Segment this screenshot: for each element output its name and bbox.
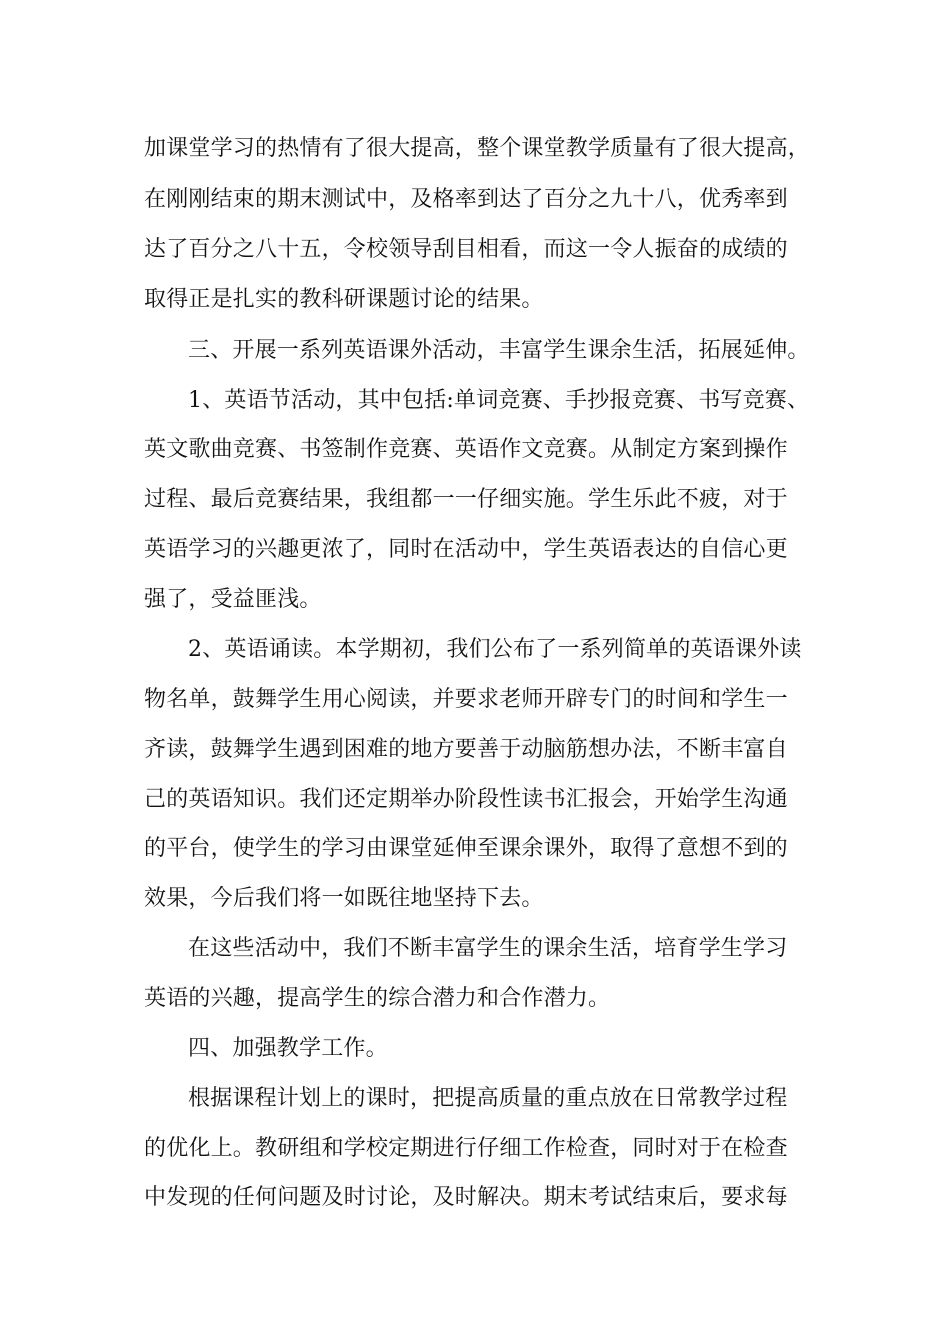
section-heading: 三、开展一系列英语课外活动，丰富学生课余生活，拓展延伸。 bbox=[188, 338, 810, 363]
text-line: 英文歌曲竞赛、书签制作竞赛、英语作文竞赛。从制定方案到操作 bbox=[144, 437, 788, 462]
text-line: 物名单，鼓舞学生用心阅读，并要求老师开辟专门的时间和学生一 bbox=[144, 687, 788, 712]
text-line: 的平台，使学生的学习由课堂延伸至课余课外，取得了意想不到的 bbox=[144, 836, 788, 861]
text-line: 1、英语节活动，其中包括:单词竞赛、手抄报竞赛、书写竞赛、 bbox=[188, 388, 810, 413]
text-line: 取得正是扎实的教科研课题讨论的结果。 bbox=[144, 287, 544, 312]
text-line: 己的英语知识。我们还定期举办阶段性读书汇报会，开始学生沟通 bbox=[144, 787, 788, 812]
text-line: 效果，今后我们将一如既往地坚持下去。 bbox=[144, 886, 544, 911]
text-line: 根据课程计划上的课时，把提高质量的重点放在日常教学过程 bbox=[188, 1086, 788, 1111]
text-line: 在这些活动中，我们不断丰富学生的课余生活，培育学生学习 bbox=[188, 936, 788, 961]
text-line: 在刚刚结束的期末测试中，及格率到达了百分之九十八，优秀率到 bbox=[144, 187, 788, 212]
text-line: 强了，受益匪浅。 bbox=[144, 587, 322, 612]
text-line: 的优化上。教研组和学校定期进行仔细工作检查，同时对于在检查 bbox=[144, 1136, 788, 1161]
text-line: 中发现的任何问题及时讨论，及时解决。期末考试结束后，要求每 bbox=[144, 1185, 788, 1210]
text-line: 加课堂学习的热情有了很大提高，整个课堂教学质量有了很大提高， bbox=[144, 136, 811, 161]
text-line: 2、英语诵读。本学期初，我们公布了一系列简单的英语课外读 bbox=[188, 637, 802, 662]
text-line: 过程、最后竞赛结果，我组都一一仔细实施。学生乐此不疲，对于 bbox=[144, 487, 788, 512]
text-line: 英语的兴趣，提高学生的综合潜力和合作潜力。 bbox=[144, 986, 611, 1011]
section-heading: 四、加强教学工作。 bbox=[188, 1036, 388, 1061]
text-line: 英语学习的兴趣更浓了，同时在活动中，学生英语表达的自信心更 bbox=[144, 537, 788, 562]
text-line: 达了百分之八十五，令校领导刮目相看，而这一令人振奋的成绩的 bbox=[144, 237, 788, 262]
text-line: 齐读，鼓舞学生遇到困难的地方要善于动脑筋想办法，不断丰富自 bbox=[144, 737, 788, 762]
